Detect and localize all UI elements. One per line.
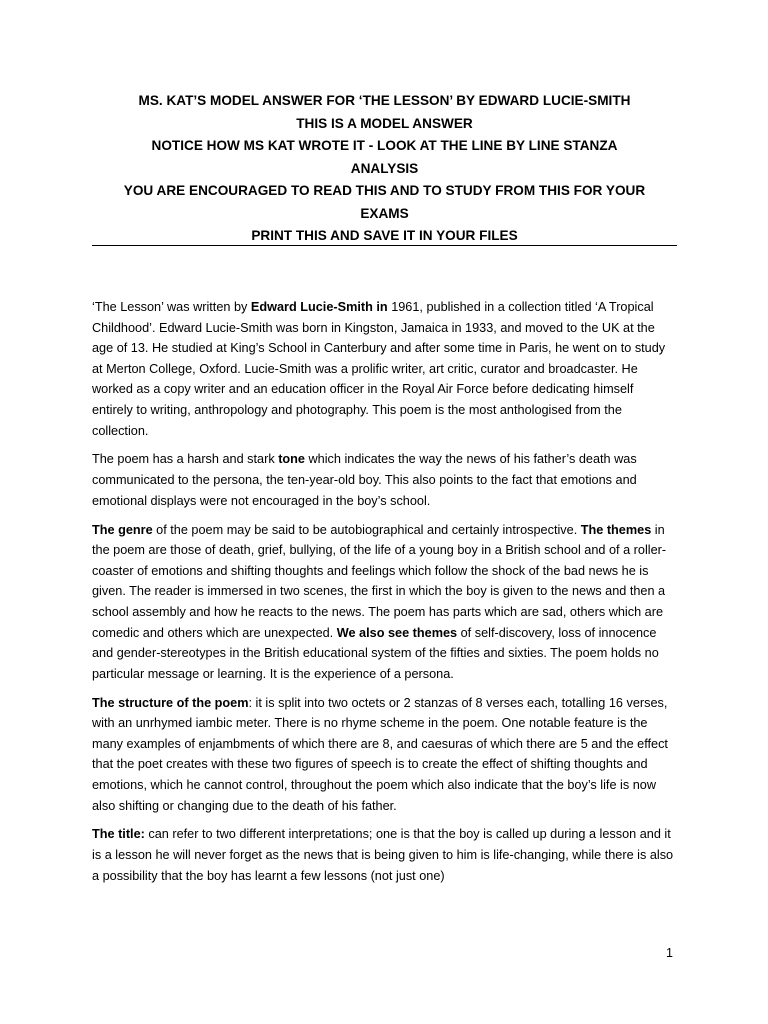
bold-text: The genre [92, 522, 153, 537]
text-run: can refer to two different interpretations; one is that the boy is called up during a lesson and it is a lesson he will never forget as the news that is being given to him is life-changing, while there is also a possibility that the boy has learnt a few lessons (not just one) [92, 827, 674, 883]
bold-text: The title: [92, 827, 145, 842]
document-header [92, 90, 677, 248]
header-divider [92, 245, 677, 246]
body-paragraph [92, 693, 677, 817]
header-line: YOU ARE ENCOURAGED TO READ THIS AND TO STUDY FROM THIS FOR YOUR [123, 183, 646, 198]
text-run: ‘The Lesson’ was written by [92, 300, 251, 314]
bold-text: tone [278, 452, 305, 467]
bold-text: We also see themes [336, 625, 458, 640]
document-body [92, 297, 677, 895]
body-paragraph [92, 824, 677, 886]
text-run: 1961, published in a collection titled ‘A Tropical Childhood’. Edward Lucie-Smith was born in Kingston, Jamaica in 1933, and moved to the UK at the age of 13. He studied at King’s School in Canterbury and after some time in Paris, he went on to study at Merton College, Oxford. Lucie-Smith was a prolific writer, art critic, curator and broadcaster. He worked as a copy writer and an education officer in the Royal Air Force before dedicating himself entirely to writing, anthropology and photography. This poem is the most anthologised from the collection. [92, 300, 666, 438]
body-paragraph [92, 520, 677, 685]
bold-text: The structure of the poem [92, 695, 249, 710]
text-run: in the poem are those of death, grief, bullying, of the life of a young boy in a British school and of a roller-coaster of emotions and shifting thoughts and feelings which follow the shock of the bad news he is given. The reader is immersed in two scenes, the first in which the boy is given to the news and then a school assembly and how he reacts to the news. The poem has parts which are sad, others which are comedic and others which are unexpected. [92, 522, 667, 640]
header-line: EXAMS [360, 205, 409, 221]
header-line: PRINT THIS AND SAVE IT IN YOUR FILES [251, 228, 518, 243]
text-run: of self-discovery, loss of innocence and gender-stereotypes in the British educational system of the fifties and sixties. The poem holds no particular message or learning. It is the experience of a persona. [92, 625, 659, 681]
header-line: MS. KAT’S MODEL ANSWER FOR ‘THE LESSON’ BY EDWARD LUCIE-SMITH [138, 93, 631, 108]
page-number: 1 [666, 946, 673, 960]
body-paragraph [92, 297, 677, 441]
bold-text: Edward Lucie-Smith in [250, 300, 388, 314]
bold-text: The themes [580, 522, 652, 537]
header-line: ANALYSIS [350, 160, 419, 176]
body-paragraph [92, 449, 677, 511]
text-run: of the poem may be said to be autobiographical and certainly introspective. [152, 522, 581, 537]
text-run: which indicates the way the news of his father’s death was communicated to the persona, the ten-year-old boy. This also points to the fact that emotions and emotional displays were not encouraged in the boy’s school. [92, 452, 637, 508]
header-line: THIS IS A MODEL ANSWER [296, 115, 473, 131]
text-run: The poem has a harsh and stark [92, 452, 279, 467]
header-line: NOTICE HOW MS KAT WROTE IT - LOOK AT THE LINE BY LINE STANZA [151, 138, 618, 153]
text-run: : it is split into two octets or 2 stanzas of 8 verses each, totalling 16 verses, with an unrhymed iambic meter. There is no rhyme scheme in the poem. One notable feature is the many examples of enjambments of which there are 8, and caesuras of which there are 5 and the effect that the poet creates with these two figures of speech is to create the effect of shifting thoughts and emotions, which he cannot control, throughout the poem which also indicate that the boy’s life is now also shifting or changing due to the death of his father. [92, 695, 668, 813]
